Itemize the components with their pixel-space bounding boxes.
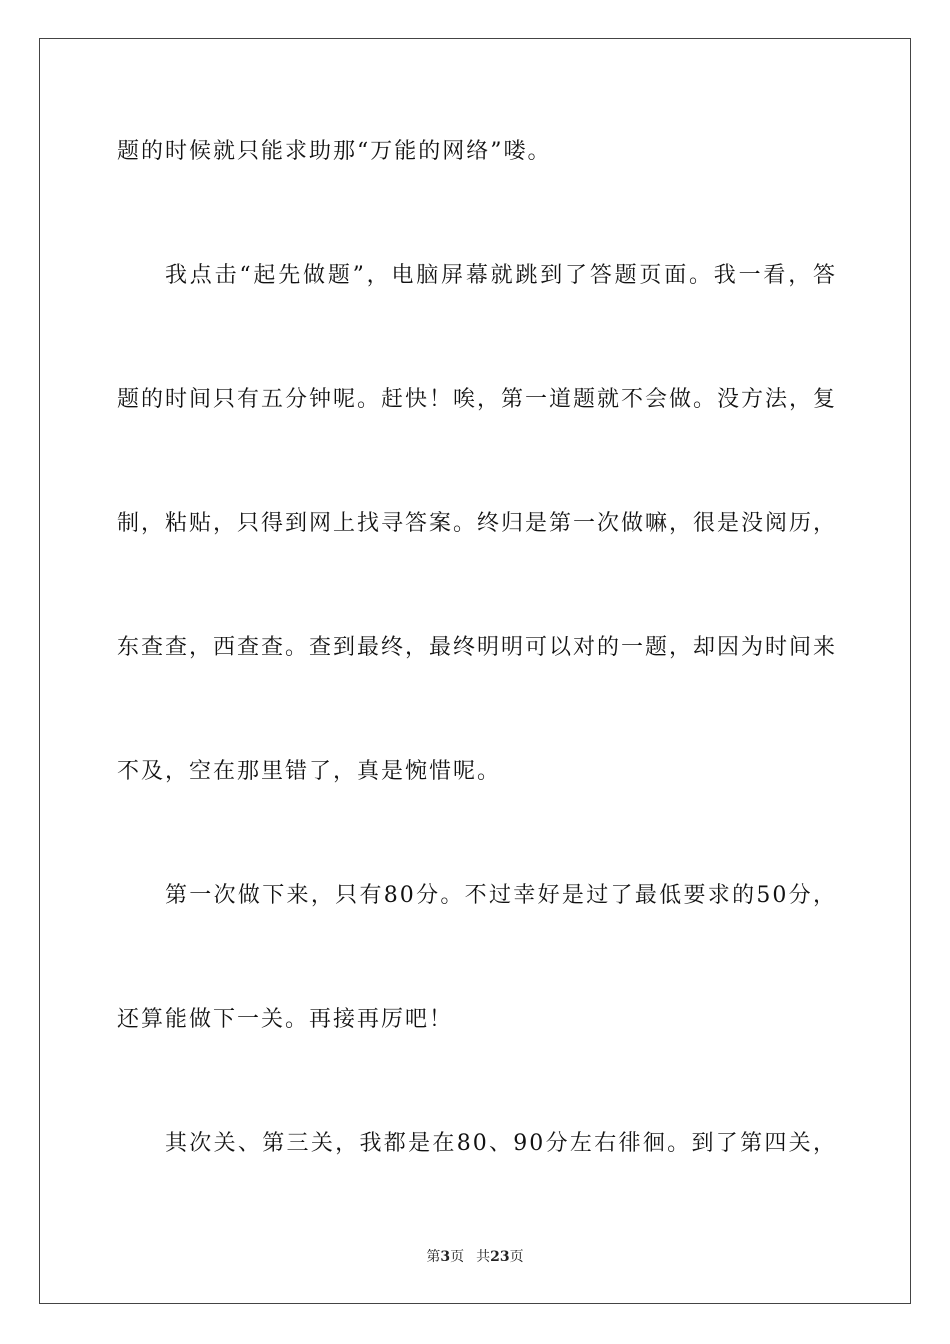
page-number: 3 bbox=[440, 1249, 451, 1265]
text-line-5: 东查查，西查查。查到最终，最终明明可以对的一题，却因为时间来 bbox=[117, 635, 838, 660]
page-footer bbox=[0, 1247, 950, 1267]
text-line-1: 题的时候就只能求助那“万能的网络”喽。 bbox=[117, 139, 552, 164]
text-line-2: 我点击“起先做题”，电脑屏幕就跳到了答题页面。我一看，答 bbox=[165, 263, 837, 288]
total-prefix: 共 bbox=[476, 1249, 491, 1265]
text-line-4: 制，粘贴，只得到网上找寻答案。终归是第一次做嘛，很是没阅历， bbox=[117, 511, 838, 536]
page-prefix: 第 bbox=[426, 1249, 441, 1265]
text-line-8: 还算能做下一关。再接再厉吧！ bbox=[117, 1007, 454, 1032]
text-line-7: 第一次做下来，只有80分。不过幸好是过了最低要求的50分， bbox=[165, 883, 837, 908]
page-frame bbox=[39, 38, 911, 1304]
page-suffix: 页 bbox=[450, 1249, 465, 1265]
text-line-9: 其次关、第三关，我都是在80、90分左右徘徊。到了第四关， bbox=[165, 1131, 837, 1156]
total-suffix: 页 bbox=[509, 1249, 524, 1265]
text-line-3: 题的时间只有五分钟呢。赶快！唉，第一道题就不会做。没方法，复 bbox=[117, 387, 838, 412]
total-pages: 23 bbox=[490, 1249, 510, 1265]
text-line-6: 不及，空在那里错了，真是惋惜呢。 bbox=[117, 759, 502, 784]
